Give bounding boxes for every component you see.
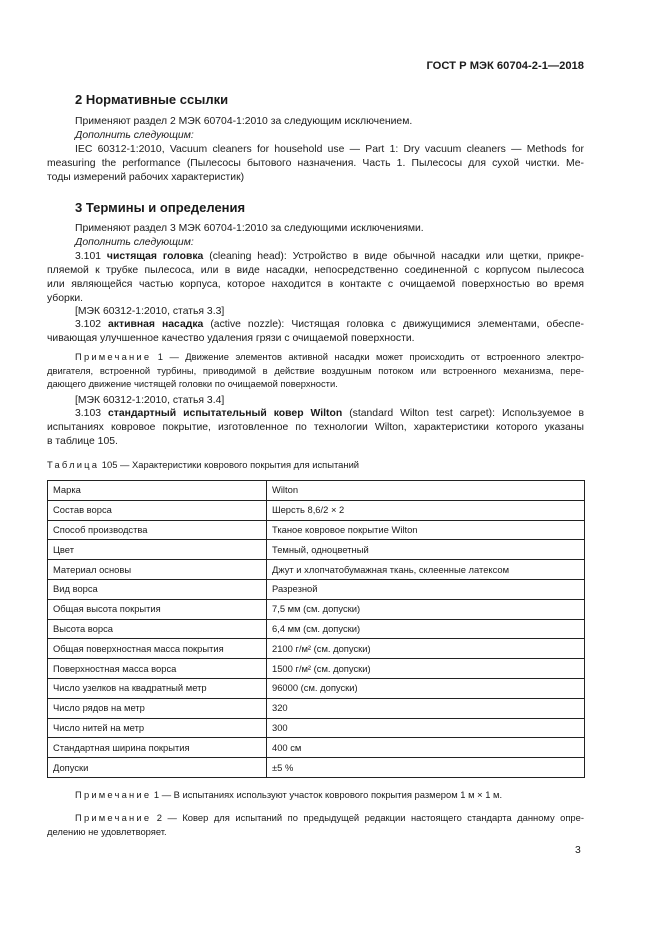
paragraph: испытаниях ковровое покрытие, изготовленное по технологии Wilton, характеристики которого указаны (47, 422, 584, 433)
note-1 (75, 788, 584, 802)
value-cell: Wilton (267, 481, 585, 501)
note-1 (75, 350, 584, 364)
value-cell: 400 см (267, 738, 585, 758)
property-cell: Высота ворса (48, 619, 267, 639)
table-row (48, 500, 585, 520)
term-number: 3.102 (75, 319, 102, 330)
table-row (48, 698, 585, 718)
property-cell: Стандартная ширина покрытия (48, 738, 267, 758)
property-cell: Число нитей на метр (48, 718, 267, 738)
section-2-heading: 2 Нормативные ссылки (75, 92, 229, 107)
table-row (48, 619, 585, 639)
property-cell: Марка (48, 481, 267, 501)
note-text: двигателя, встроенной турбины, приводимой в действие воздушным потоком или встроенного механизма, пере- (47, 365, 584, 376)
term-number: 3.103 (75, 408, 102, 419)
property-cell: Общая поверхностная масса покрытия (48, 639, 267, 659)
paragraph: IEC 60312-1:2010, Vacuum cleaners for household use — Part 1: Dry vacuum cleaners — Methods for (75, 144, 584, 155)
term-text: (standard Wilton test carpet): Используемое в (349, 408, 585, 419)
value-cell: 320 (267, 698, 585, 718)
table-row (48, 520, 585, 540)
table-row (48, 738, 585, 758)
value-cell: 96000 (см. допуски) (267, 678, 585, 698)
paragraph: measuring the performance (Пылесосы бытового назначения. Часть 1. Пылесосы для сухой чистки. Ме- (47, 158, 584, 169)
value-cell: 1500 г/м² (см. допуски) (267, 659, 585, 679)
value-cell: 2100 г/м² (см. допуски) (267, 639, 585, 659)
term-3-102 (75, 318, 584, 332)
property-cell: Материал основы (48, 560, 267, 580)
value-cell: ±5 % (267, 758, 585, 778)
paragraph: Применяют раздел 2 МЭК 60704-1:2010 за следующим исключением. (75, 116, 413, 127)
table-label: Таблица (47, 459, 100, 470)
table-row (48, 718, 585, 738)
paragraph: уборки. (47, 293, 84, 304)
paragraph: или являющейся частью корпуса, которое находится в контакте с очищаемой поверхностью во время (47, 279, 584, 290)
term-number: 3.101 (75, 251, 102, 262)
note-label: Примечание (75, 812, 152, 823)
value-cell: Джут и хлопчатобумажная ткань, склеенные латексом (267, 560, 585, 580)
value-cell: Шерсть 8,6/2 × 2 (267, 500, 585, 520)
paragraph: тоды измерений рабочих характеристик) (47, 172, 245, 183)
paragraph: Дополнить следующим: (75, 237, 194, 248)
property-cell: Допуски (48, 758, 267, 778)
term-name: стандартный испытательный ковер Wilton (108, 408, 343, 419)
property-cell: Число узелков на квадратный метр (48, 678, 267, 698)
value-cell: Разрезной (267, 579, 585, 599)
term-text: (active nozzle): Чистящая головка с движущимися элементами, обеспе- (210, 319, 585, 330)
table-row (48, 579, 585, 599)
property-cell: Число рядов на метр (48, 698, 267, 718)
property-cell: Поверхностная масса ворса (48, 659, 267, 679)
note-2 (75, 811, 584, 825)
table-row (48, 659, 585, 679)
property-cell: Цвет (48, 540, 267, 560)
paragraph: Применяют раздел 3 МЭК 60704-1:2010 за следующими исключениями. (75, 223, 424, 234)
section-3-heading: 3 Термины и определения (75, 200, 246, 215)
reference: [МЭК 60312-1:2010, статья 3.4] (75, 395, 225, 406)
term-3-101 (75, 250, 584, 264)
paragraph: чивающая улучшенное качество удаления грязи с очищаемой поверхности. (47, 333, 415, 344)
note-text: 2 — Ковер для испытаний по предыдущей редакции настоящего стандарта данному опре- (156, 812, 584, 823)
note-text: делению не удовлетворяет. (47, 826, 167, 837)
table-caption-text: 105 — Характеристики коврового покрытия для испытаний (101, 459, 360, 470)
value-cell: Темный, одноцветный (267, 540, 585, 560)
paragraph: пляемой к трубке пылесоса, или в виде насадки, непосредственно соединенной с корпусом пылесоса (47, 265, 584, 276)
note-text: 1 — В испытаниях используют участок коврового покрытия размером 1 м × 1 м. (153, 789, 503, 800)
term-3-103 (75, 407, 584, 421)
table-row (48, 481, 585, 501)
value-cell: 7,5 мм (см. допуски) (267, 599, 585, 619)
table-row (48, 599, 585, 619)
table-row (48, 540, 585, 560)
value-cell: 6,4 мм (см. допуски) (267, 619, 585, 639)
note-text: 1 — Движение элементов активной насадки может происходить от встроенного электро- (157, 351, 584, 362)
document-header: ГОСТ Р МЭК 60704-2-1—2018 (426, 60, 584, 72)
note-label: Примечание (75, 351, 152, 362)
term-text: (cleaning head): Устройство в виде обычной насадки или щетки, прикре- (209, 251, 585, 262)
table-row (48, 639, 585, 659)
property-cell: Состав ворса (48, 500, 267, 520)
paragraph: в таблице 105. (47, 436, 118, 447)
value-cell: 300 (267, 718, 585, 738)
carpet-characteristics-table (47, 480, 585, 778)
term-name: чистящая головка (106, 251, 204, 262)
reference: [МЭК 60312-1:2010, статья 3.3] (75, 306, 225, 317)
table-caption (47, 458, 584, 472)
property-cell: Способ производства (48, 520, 267, 540)
property-cell: Общая высота покрытия (48, 599, 267, 619)
table-row (48, 758, 585, 778)
property-cell: Вид ворса (48, 579, 267, 599)
value-cell: Тканое ковровое покрытие Wilton (267, 520, 585, 540)
table-row (48, 678, 585, 698)
paragraph: Дополнить следующим: (75, 130, 194, 141)
note-label: Примечание (75, 789, 152, 800)
table-row (48, 560, 585, 580)
term-name: активная насадка (108, 319, 204, 330)
note-text: дающего движение чистящей головки по очищаемой поверхности. (47, 378, 338, 389)
page-number: 3 (575, 845, 581, 856)
